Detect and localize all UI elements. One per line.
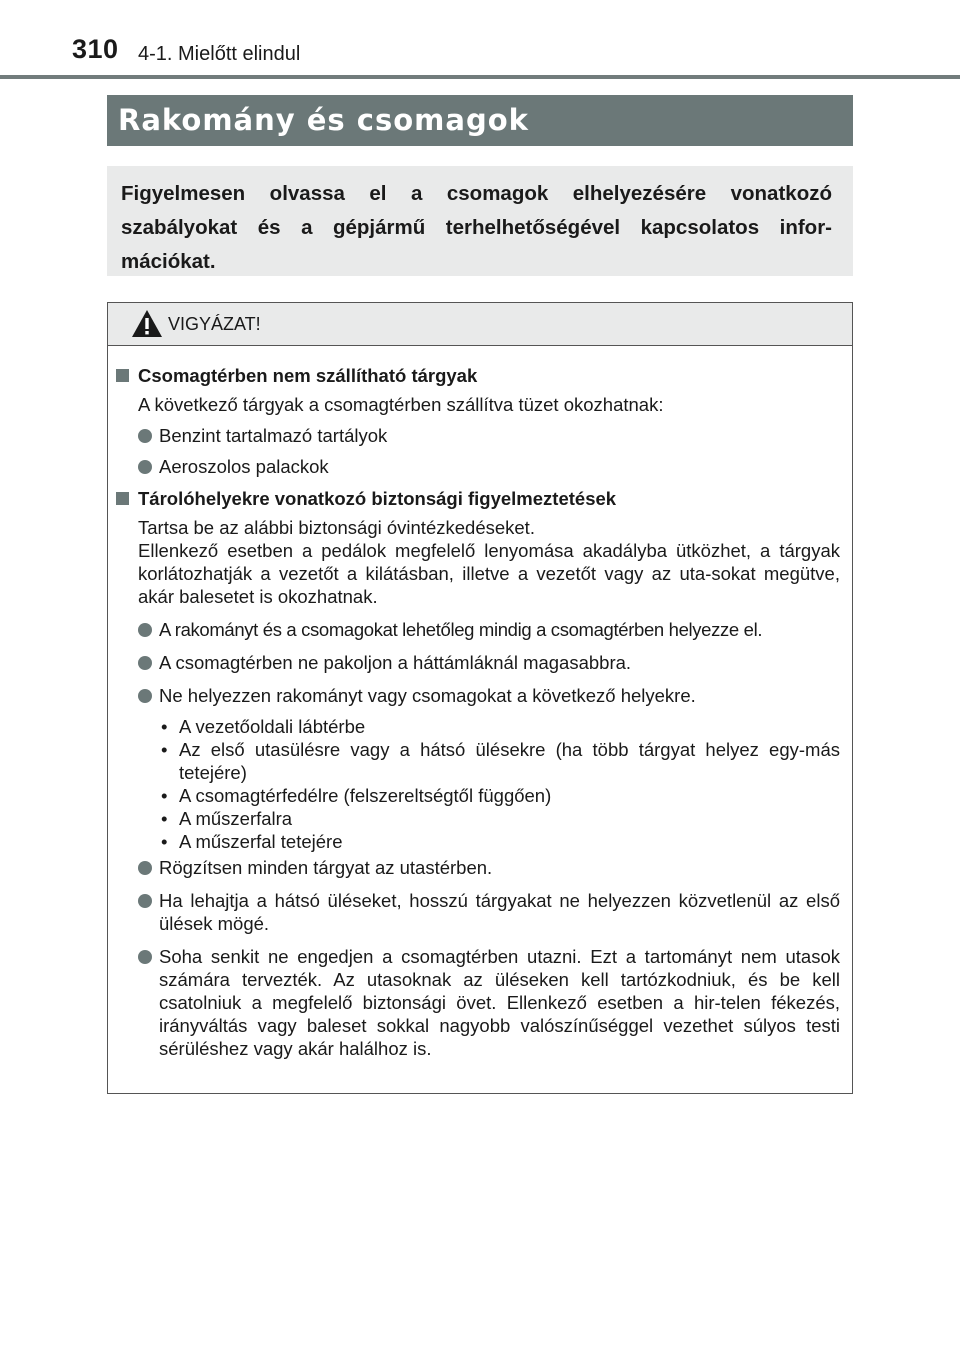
list-item: Ne helyezzen rakományt vagy csomagokat a következő helyekre. [138,684,840,707]
intro-text: Figyelmesen olvassa el a csomagok elhelyezésére vonatkozó szabályokat és a gépjármű terhelhetőségével kapcsolatos infor-mációkat. [107,166,853,276]
bullet-dot-icon [138,861,152,875]
bullet-dot-icon [138,429,152,443]
page-title: Rakomány és csomagok [107,95,853,146]
square-bullet-icon [116,369,129,382]
bullet-dot-icon [138,894,152,908]
paragraph: Tartsa be az alábbi biztonsági óvintézkedéseket. [138,517,535,538]
section-heading: Tárolóhelyekre vonatkozó biztonsági figyelmeztetések [116,487,840,510]
bullet-dot-icon [138,950,152,964]
warning-box [107,302,853,1094]
bullet-dot-icon [138,689,152,703]
bullet-dot-icon [138,656,152,670]
warning-header [108,303,852,346]
warning-triangle-icon [131,309,163,338]
list-item: Benzint tartalmazó tartályok [138,424,840,447]
paragraph: Ellenkező esetben a pedálok megfelelő lenyomása akadályba ütközhet, a tárgyak korlátozhatják a vezetőt a kilátásban, illetve a vezetőt vagy az uta-sokat megütve, akár balesetet is okozhatnak. [138,540,840,607]
bullet-dot-icon [138,460,152,474]
paragraph: A következő tárgyak a csomagtérben szállítva tüzet okozhatnak: [138,394,664,415]
list-item: A rakományt és a csomagokat lehetőleg mindig a csomagtérben helyezze el. [138,618,840,641]
sub-list-item: • A műszerfal tetejére [161,831,343,852]
section-label: 4-1. Mielőtt elindul [138,43,301,65]
list-item: Ha lehajtja a hátsó üléseket, hosszú tárgyakat ne helyezzen közvetlenül az első ülések mögé. [138,889,840,935]
square-bullet-icon [116,492,129,505]
warning-label: VIGYÁZAT! [168,314,261,334]
bullet-dot-icon [138,623,152,637]
sub-list-item: • A műszerfalra [161,808,293,829]
list-item: Rögzítsen minden tárgyat az utastérben. [138,856,840,879]
list-item: Soha senkit ne engedjen a csomagtérben utazni. Ezt a tartományt nem utasok számára tervezték. Az utasoknak az üléseken kell tartózkodniuk, és be kell csatolniuk a megfelelő biztonsági övet. Ellenkező esetben a hir-telen fékezés, irányváltás vagy baleset sokkal nagyobb valószínűséggel vezethet súlyos testi sérüléshez vagy akár halálhoz is. [138,945,840,1060]
warning-body [108,346,852,1060]
list-item: A csomagtérben ne pakoljon a háttámláknál magasabbra. [138,651,840,674]
sub-list-item: • Az első utasülésre vagy a hátsó ülésekre (ha több tárgyat helyez egy-más tetejére) [161,739,840,783]
sub-list-item: • A vezetőoldali lábtérbe [161,716,366,737]
page-number: 310 [72,34,119,64]
sub-list-item: • A csomagtérfedélre (felszereltségtől függően) [161,785,552,806]
section-heading: Csomagtérben nem szállítható tárgyak [116,364,840,387]
header-divider [0,75,960,79]
list-item: Aeroszolos palackok [138,455,840,478]
sub-list [160,715,840,853]
